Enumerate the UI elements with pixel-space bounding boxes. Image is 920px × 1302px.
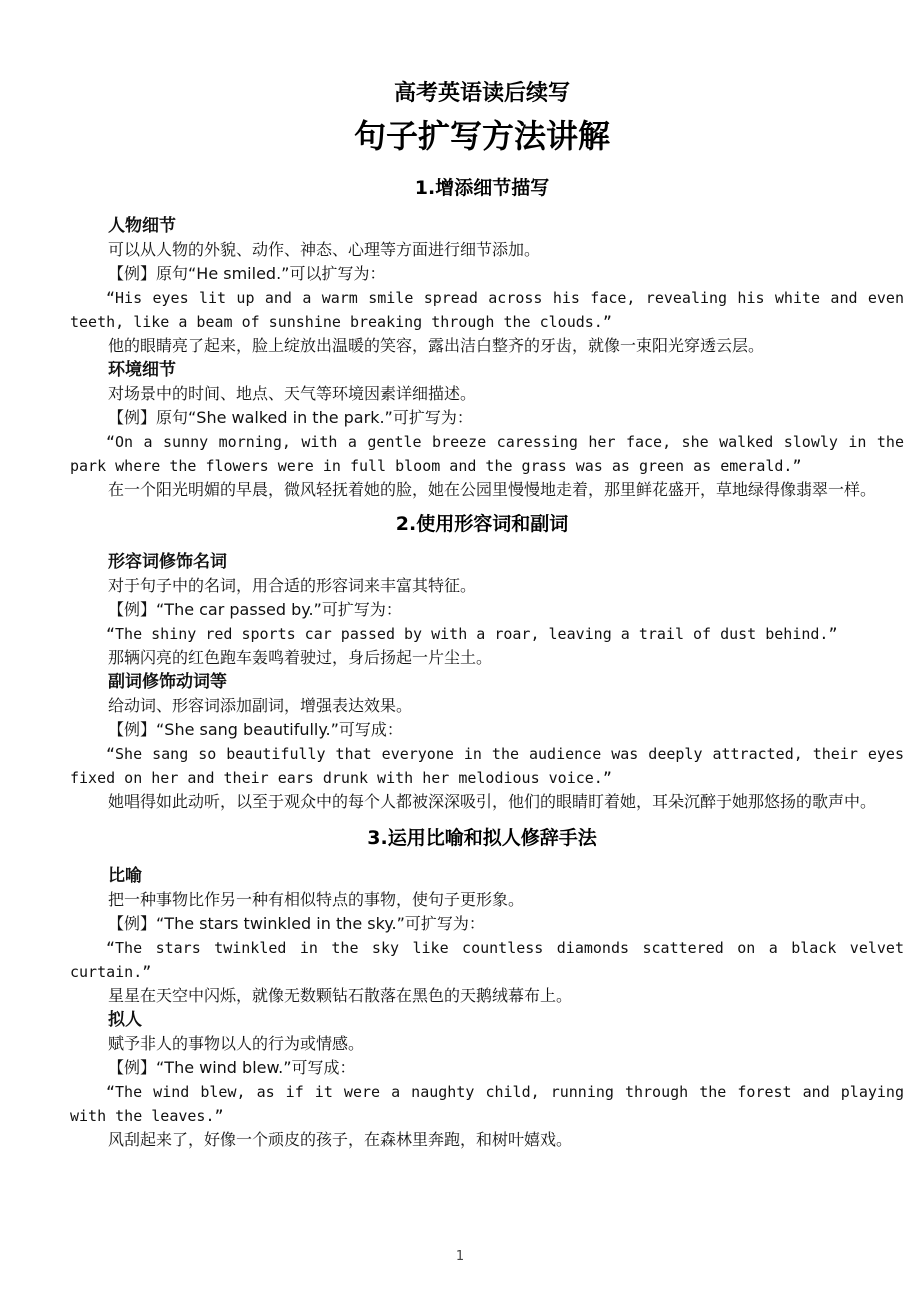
example-intro: 【例】“The car passed by.”可扩写为： [108,600,402,619]
example-english: “His eyes lit up and a warm smile spread across his face, revealing his white and even teeth, like a beam of sunshine breaking through the clouds.” [70,289,904,331]
description: 赋予非人的事物以人的行为或情感。 [108,1034,365,1053]
example-intro: 【例】“The wind blew.”可写成： [108,1058,356,1077]
subheading: 人物细节 [108,216,176,236]
page-number: 1 [455,1249,465,1264]
example-chinese: 星星在天空中闪烁，就像无数颗钻石散落在黑色的天鹅绒幕布上。 [108,986,573,1005]
example-english: “The stars twinkled in the sky like countless diamonds scattered on a black velvet curtain.” [70,939,904,981]
description: 可以从人物的外貌、动作、神态、心理等方面进行细节添加。 [108,240,541,259]
section-add-details [70,174,904,502]
document-subtitle: 高考英语读后续写 [393,81,570,106]
example-intro: 【例】“She sang beautifully.”可写成： [108,720,403,739]
example-chinese: 他的眼睛亮了起来，脸上绽放出温暖的笑容，露出洁白整齐的牙齿，就像一束阳光穿透云层。 [108,336,765,355]
description: 对于句子中的名词，用合适的形容词来丰富其特征。 [108,576,477,595]
subheading: 环境细节 [108,360,176,380]
description: 把一种事物比作另一种有相似特点的事物，使句子更形象。 [108,890,525,909]
example-english: “The wind blew, as if it were a naughty child, running through the forest and playing with the leaves.” [70,1083,904,1125]
example-intro: 【例】原句“He smiled.”可以扩写为： [108,264,386,283]
section-heading: 1.增添细节描写 [414,177,550,199]
description: 给动词、形容词添加副词，增强表达效果。 [108,696,413,715]
example-intro: 【例】“The stars twinkled in the sky.”可扩写为： [108,914,485,933]
example-english: “She sang so beautifully that everyone in the audience was deeply attracted, their eyes fixed on her and their ears drunk with her melodious voice.” [70,745,904,787]
section-heading: 3.运用比喻和拟人修辞手法 [367,827,597,849]
example-chinese: 在一个阳光明媚的早晨，微风轻抚着她的脸，她在公园里慢慢地走着，那里鲜花盛开，草地绿得像翡翠一样。 [108,480,877,499]
description: 对场景中的时间、地点、天气等环境因素详细描述。 [108,384,477,403]
block-adverbs [70,670,904,814]
example-intro: 【例】原句“She walked in the park.”可扩写为： [108,408,473,427]
document-title: 句子扩写方法讲解 [353,117,610,155]
subheading: 形容词修饰名词 [108,552,227,572]
example-english: “On a sunny morning, with a gentle breeze caressing her face, she walked slowly in the park where the flowers were in full bloom and the grass was as green as emerald.” [70,433,904,475]
example-chinese: 那辆闪亮的红色跑车轰鸣着驶过，身后扬起一片尘土。 [108,648,493,667]
section-adjectives-adverbs [70,510,904,814]
subheading: 比喻 [108,866,142,886]
block-personification [70,1008,904,1152]
block-environment-details [70,358,904,502]
block-character-details [70,214,904,358]
section-rhetoric [70,824,904,1152]
block-metaphor [70,864,904,1008]
subheading: 拟人 [108,1010,142,1030]
subheading: 副词修饰动词等 [108,672,227,692]
block-adjectives [70,550,904,670]
example-chinese: 她唱得如此动听，以至于观众中的每个人都被深深吸引，他们的眼睛盯着她，耳朵沉醉于她那悠扬的歌声中。 [108,792,877,811]
example-chinese: 风刮起来了，好像一个顽皮的孩子，在森林里奔跑，和树叶嬉戏。 [108,1130,573,1149]
section-heading: 2.使用形容词和副词 [395,513,569,535]
example-english: “The shiny red sports car passed by with a roar, leaving a trail of dust behind.” [106,625,838,643]
